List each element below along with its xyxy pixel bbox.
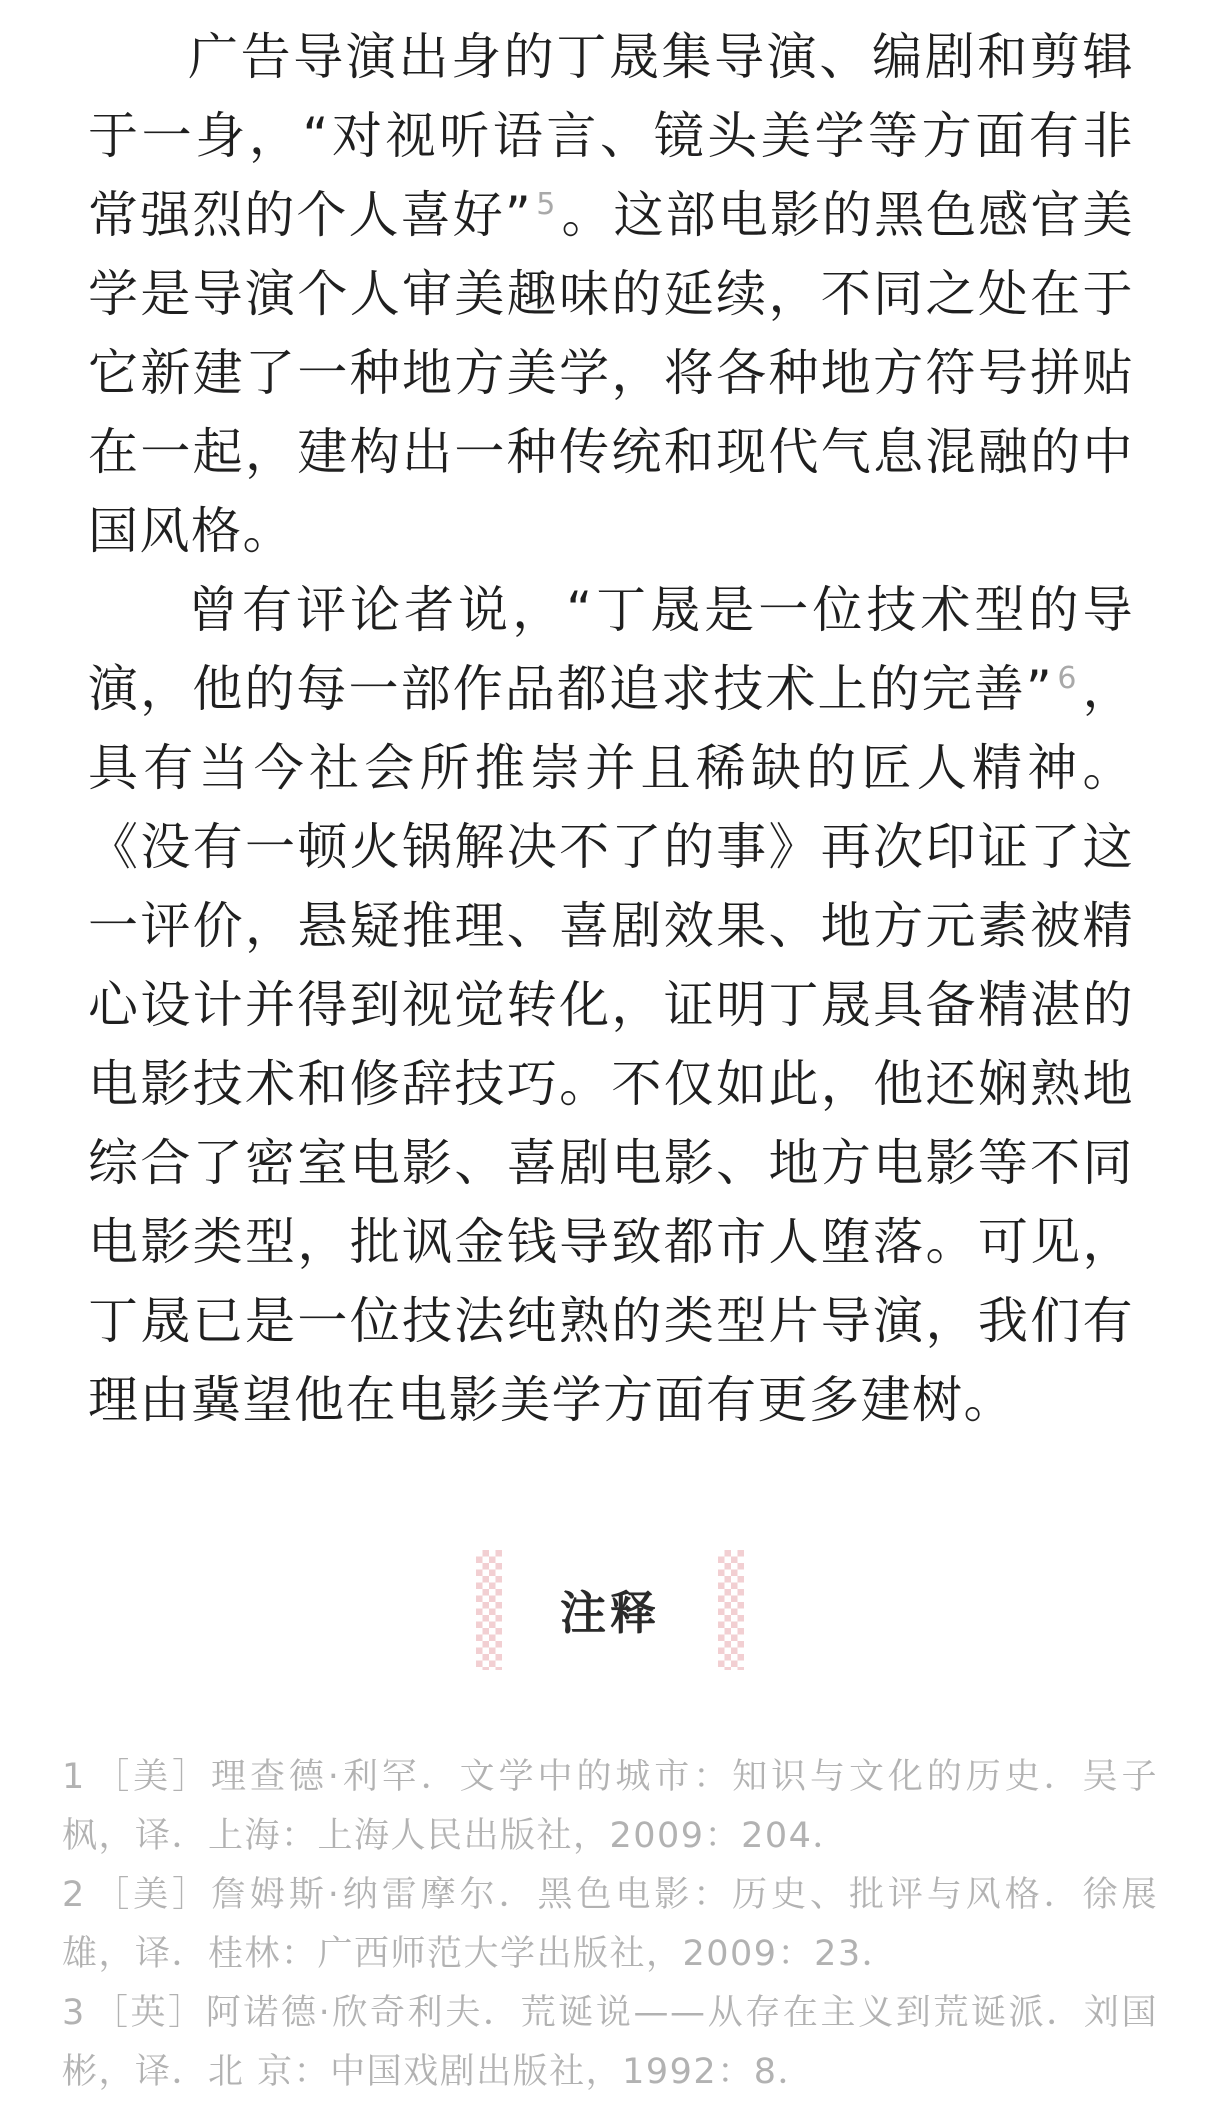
notes-title: 注释 <box>560 1586 660 1640</box>
note-item-2 <box>62 1866 1158 1984</box>
note-number: 2 <box>62 1875 86 1915</box>
pink-pattern-left-icon <box>476 1550 502 1670</box>
article-body <box>88 18 1134 1440</box>
note-item-3 <box>62 1984 1158 2102</box>
notes-header <box>0 1550 1220 1670</box>
note-number: 3 <box>62 1993 86 2033</box>
paragraph-2-text-b: ，具有当今社会所推崇并且稀缺的匠人精神。《没有一顿火锅解决不了的事》再次印证了这一评价，悬疑推理、喜剧效果、地方元素被精心设计并得到视觉转化，证明丁晟具备精湛的电影技术和修辞技巧。不仅如此，他还娴熟地综合了密室电影、喜剧电影、地方电影等不同电影类型，批讽金钱导致都市人堕落。可见，丁晟已是一位技法纯熟的类型片导演，我们有理由冀望他在电影美学方面有更多建树。 <box>88 660 1135 1429</box>
paragraph-1-text-a: 广告导演出身的丁晟集导演、编剧和剪辑于一身，“对视听语言、镜头美学等方面有非常强烈的个人喜好” <box>88 28 1134 244</box>
note-text: ［英］阿诺德·欣奇利夫．荒诞说——从存在主义到荒诞派．刘国彬，译．北 京：中国戏剧出版社，1992：8． <box>62 1993 1158 2092</box>
pink-pattern-right-icon <box>718 1550 744 1670</box>
paragraph-1 <box>88 18 1134 571</box>
footnote-ref-6[interactable]: 6 <box>1057 661 1078 697</box>
footnote-ref-5[interactable]: 5 <box>536 187 557 223</box>
note-text: ［美］理查德·利罕．文学中的城市：知识与文化的历史．吴子枫，译．上海：上海人民出版社，2009：204． <box>62 1757 1158 1856</box>
paragraph-2-text-a: 曾有评论者说，“丁晟是一位技术型的导演，他的每一部作品都追求技术上的完善” <box>88 581 1134 718</box>
note-text: ［美］詹姆斯·纳雷摩尔．黑色电影：历史、批评与风格．徐展雄，译．桂林：广西师范大学出版社，2009：23． <box>62 1875 1158 1974</box>
note-item-1 <box>62 1748 1158 1866</box>
paragraph-1-text-b: 。这部电影的黑色感官美学是导演个人审美趣味的延续，不同之处在于它新建了一种地方美学，将各种地方符号拼贴在一起，建构出一种传统和现代气息混融的中国风格。 <box>88 186 1135 560</box>
note-number: 1 <box>62 1757 86 1797</box>
notes-list <box>62 1748 1158 2102</box>
paragraph-2 <box>88 571 1134 1440</box>
